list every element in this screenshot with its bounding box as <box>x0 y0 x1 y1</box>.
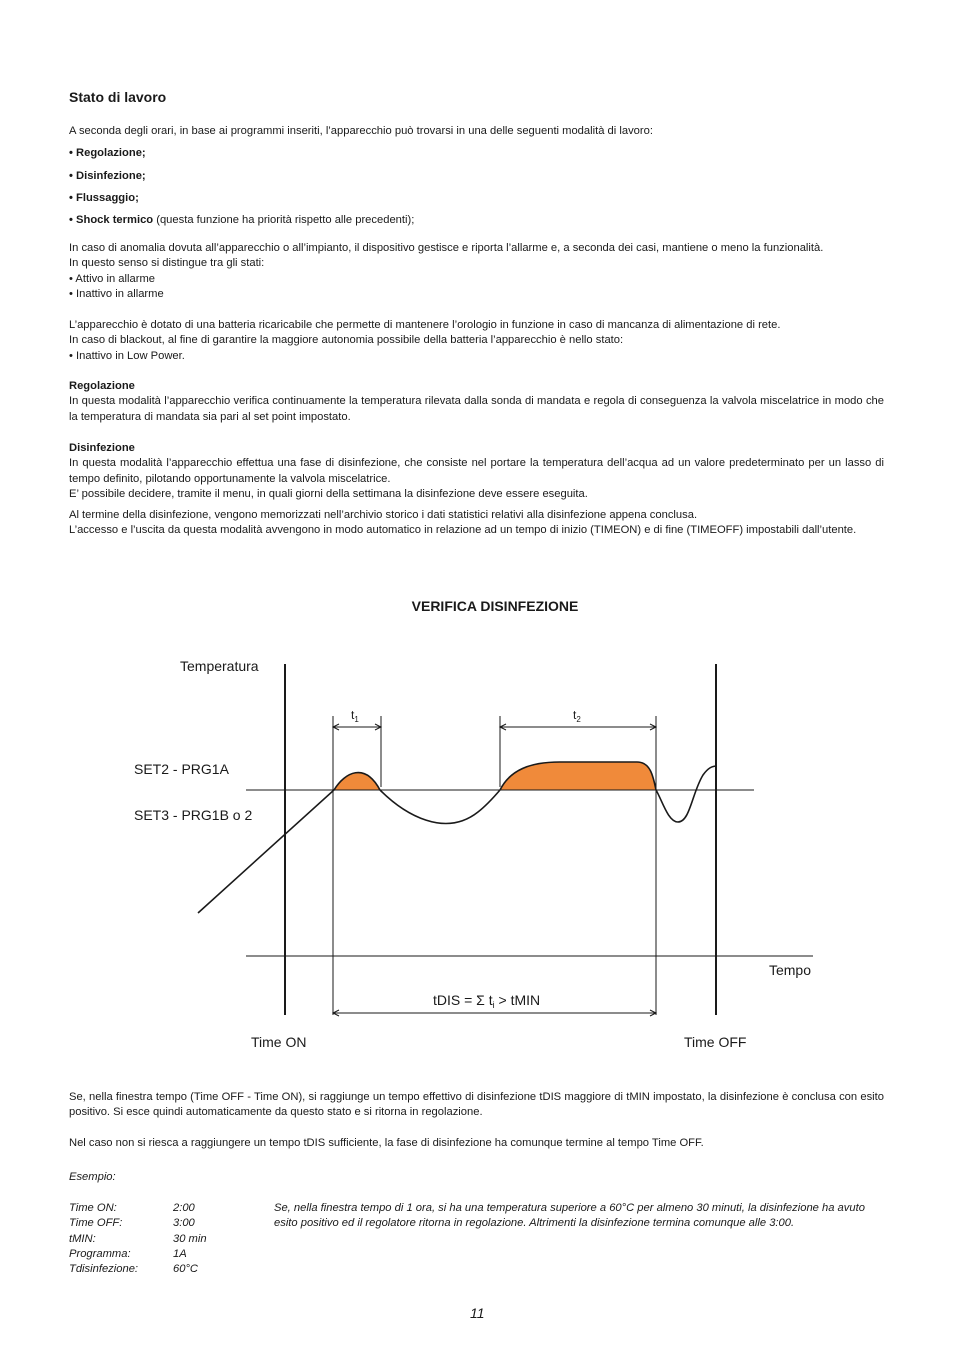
battery-text: In caso di blackout, al fine di garantire la maggiore autonomia possibile della batteria l’apparecchio è nello stato: <box>69 334 624 347</box>
tdis-dimension <box>333 1010 656 1016</box>
disinfezione-text: L’accesso e l’uscita da questa modalità avvengono in modo automatico in relazione ad un tempo di inizio (TIMEON) e di fine (TIMEOFF) impostabili dall’utente. <box>69 524 857 537</box>
time-off-label: Time OFF <box>684 1034 747 1050</box>
battery-text: L’apparecchio è dotato di una batteria ricaricabile che permette di mantenere l’orologio in funzione in caso di mancanza di alimentazione di rete. <box>69 319 781 331</box>
disinfection-area-t2 <box>500 762 656 790</box>
example-heading: Esempio: <box>69 1171 116 1183</box>
y-axis-label: Temperatura <box>180 658 259 674</box>
example-row: Time ON: 2:00 <box>69 1202 195 1214</box>
after-block <box>69 1090 884 1151</box>
intro-text: A seconda degli orari, in base ai programmi inseriti, l’apparecchio può trovarsi in una delle seguenti modalità di lavoro: <box>69 125 653 137</box>
alarm-text: In caso di anomalia dovuta all’apparecchio o all’impianto, il dispositivo gestisce e riporta l’allarme e, a seconda dei casi, mantiene o meno la funzionalità. <box>69 242 824 254</box>
battery-state: • Inattivo in Low Power. <box>69 349 185 362</box>
example-table <box>69 1201 207 1277</box>
example-row: Programma: 1A <box>69 1247 187 1260</box>
example-row: tMIN: 30 min <box>69 1232 207 1245</box>
alarm-block <box>69 241 884 302</box>
t2-label: $t_2$ <box>573 708 581 724</box>
mode-item: • Flussaggio; <box>69 191 139 204</box>
tdis-formula: tDIS = Σ $t_i$ > tMIN <box>433 992 541 1010</box>
section-title: Stato di lavoro <box>69 89 167 105</box>
after-text: Nel caso non si riesca a raggiungere un tempo tDIS sufficiente, la fase di disinfezione ha comunque termine al tempo Time OFF. <box>69 1136 704 1149</box>
example-row: Tdisinfezione: 60°C <box>69 1263 198 1276</box>
battery-block <box>69 318 884 364</box>
disinfection-diagram <box>0 590 954 1060</box>
disinfezione-text: Al termine della disinfezione, vengono memorizzati nell’archivio storico i dati statistici relativi alla disinfezione appena conclusa. <box>69 509 698 522</box>
disinfezione-heading: Disinfezione <box>69 442 135 454</box>
regolazione-block <box>69 379 884 425</box>
intro-block <box>69 124 884 228</box>
set2-label: SET2 - PRG1A <box>134 761 229 777</box>
example-note: Se, nella finestra tempo di 1 ora, si ha una temperatura superiore a 60°C per almeno 30 minuti, la disinfezione ha avuto esito positivo ed il regolatore ritorna in regolazione. Altrimenti la disinfezione termina comunque alle 3:00. <box>274 1202 865 1230</box>
regolazione-text: In questa modalità l’apparecchio verifica continuamente la temperatura rilevata dalla sonda di mandata e regola di conseguenza la valvola miscelatrice in modo che la temperatura di mandata sia pari al set point impostato. <box>69 395 884 423</box>
t1-dimension <box>333 724 381 730</box>
t2-dimension <box>500 724 656 730</box>
time-on-label: Time ON <box>251 1034 307 1050</box>
disinfezione-text: E’ possibile decidere, tramite il menu, in quali giorni della settimana la disinfezione deve essere eseguita. <box>69 487 588 500</box>
mode-item: • Regolazione; <box>69 147 146 160</box>
after-text: Se, nella finestra tempo (Time OFF - Time ON), si raggiunge un tempo effettivo di disinfezione tDIS maggiore di tMIN impostato, la disinfezione è conclusa con esito positivo. Si esce quindi automaticamente da questo stato e si ritorna in regolazione. <box>69 1091 884 1119</box>
set3-label: SET3 - PRG1B o 2 <box>134 807 253 823</box>
disinfezione-text: In questa modalità l’apparecchio effettua una fase di disinfezione, che consiste nel portare la temperatura dell’acqua ad un valore predeterminato per un lasso di tempo definito, pilotando opportunamente la valvola miscelatrice. <box>69 457 884 485</box>
x-axis-label: Tempo <box>768 962 811 978</box>
mode-item: • Disinfezione; <box>69 169 146 182</box>
regolazione-heading: Regolazione <box>69 380 135 392</box>
alarm-state: • Attivo in allarme <box>69 272 155 285</box>
disinfezione-block <box>69 441 884 539</box>
alarm-state: • Inattivo in allarme <box>69 287 164 300</box>
page-number: 11 <box>470 1305 485 1321</box>
mode-item: • Shock termico (questa funzione ha priorità rispetto alle precedenti); <box>69 214 415 227</box>
t1-label: $t_1$ <box>351 708 359 724</box>
example-row: Time OFF: 3:00 <box>69 1217 195 1230</box>
diagram-title: VERIFICA DISINFEZIONE <box>411 598 579 614</box>
alarm-text: In questo senso si distingue tra gli stati: <box>69 257 265 270</box>
